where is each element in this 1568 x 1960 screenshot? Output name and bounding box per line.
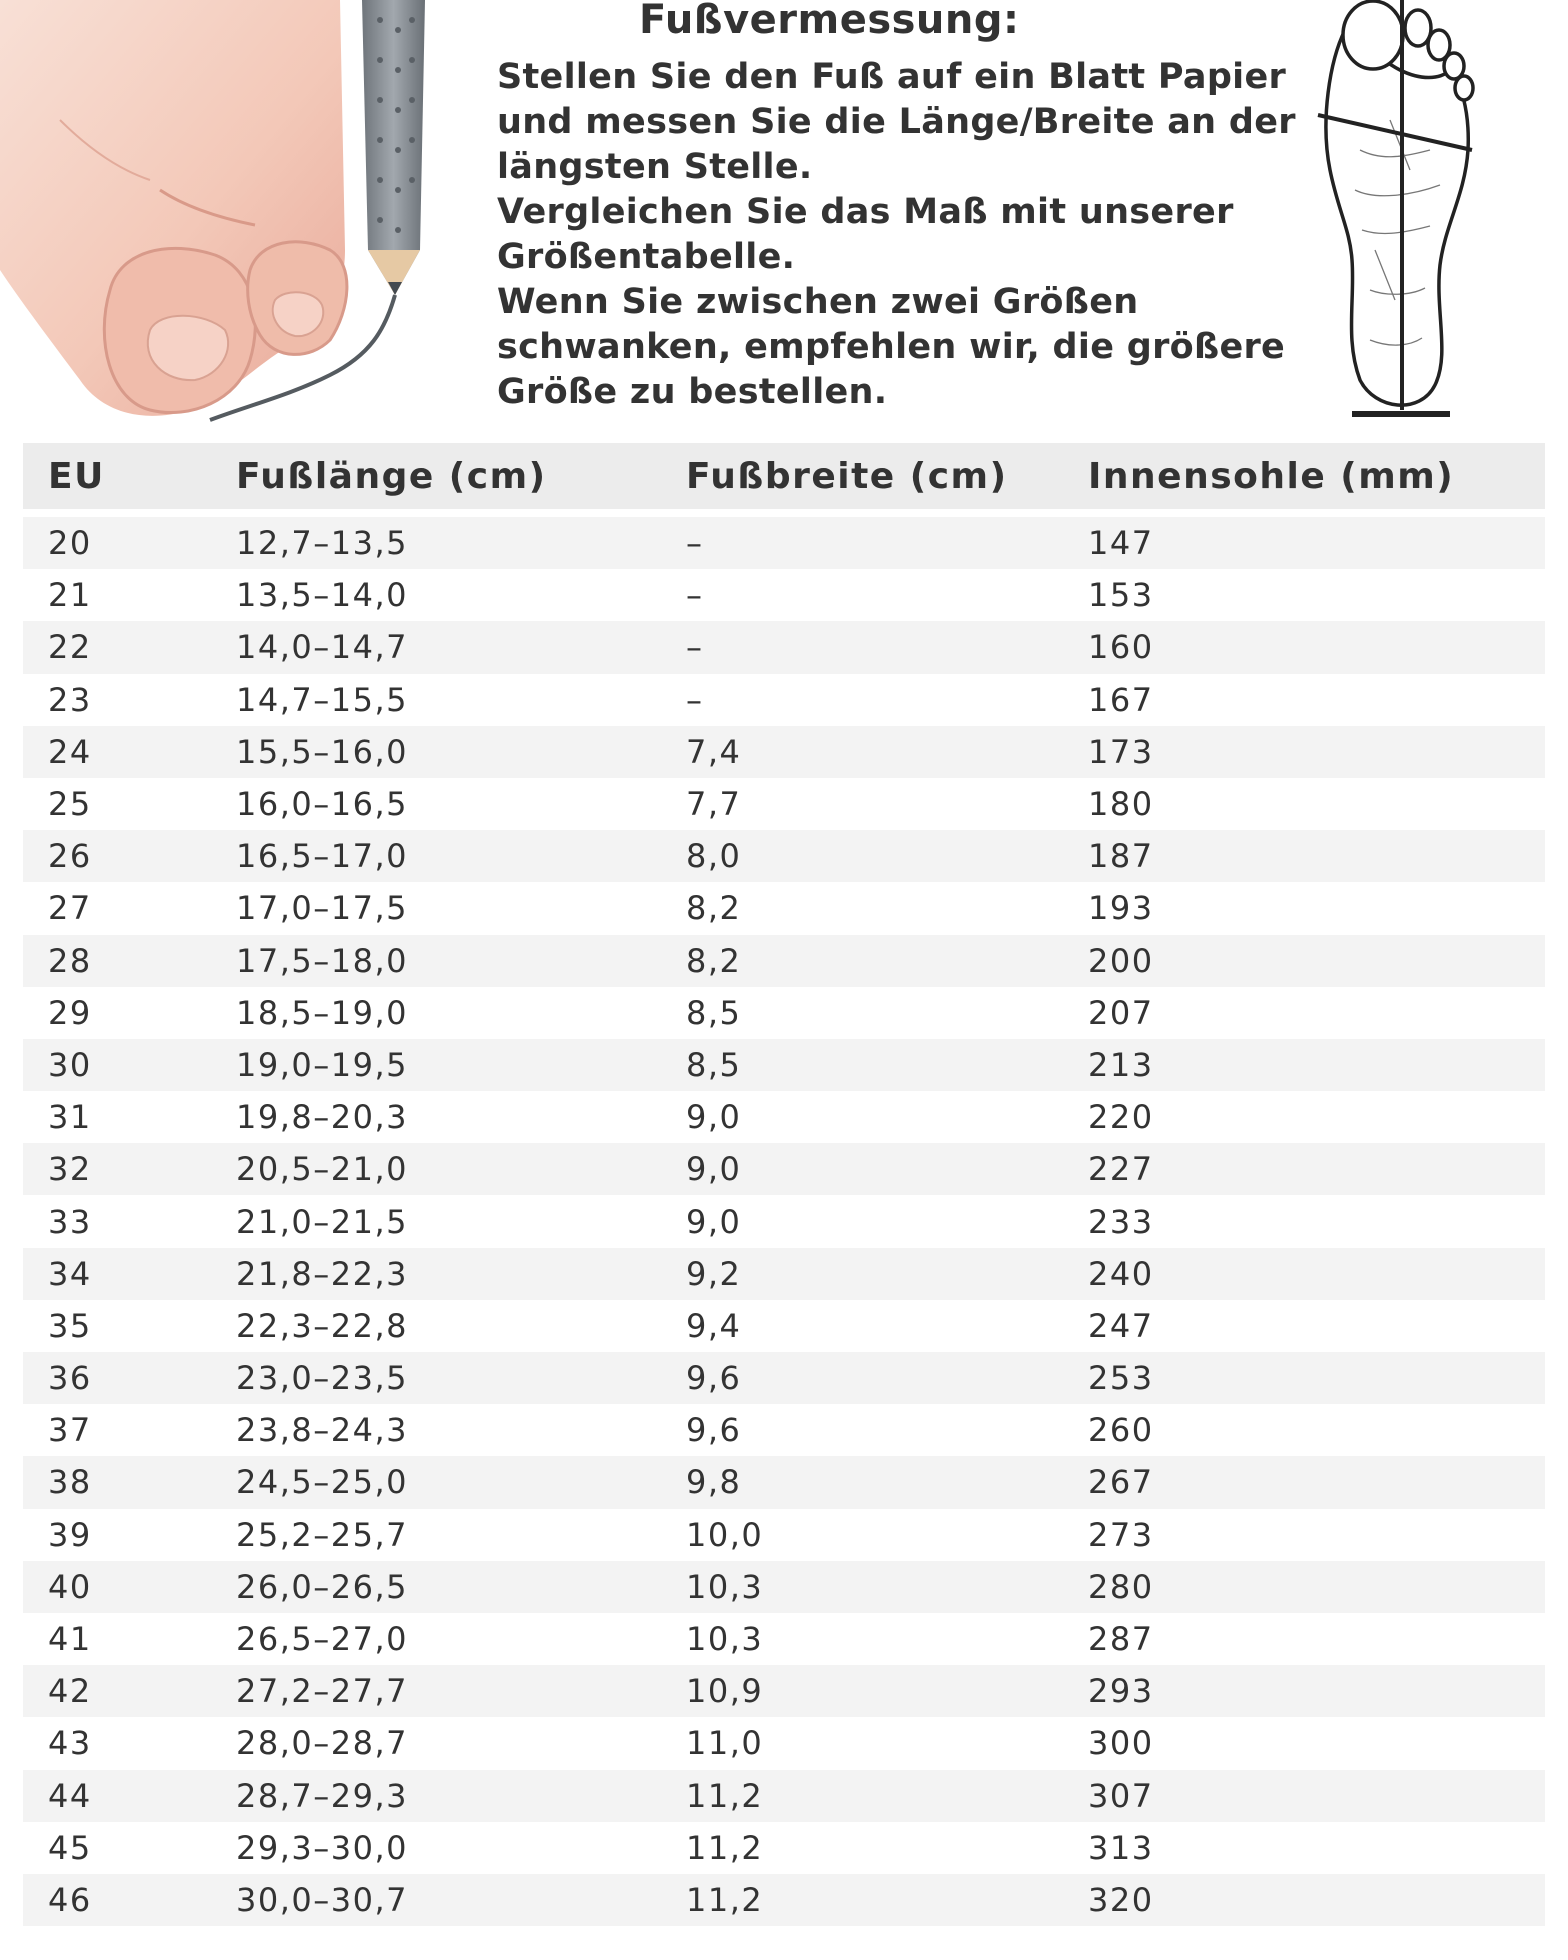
cell-foot-width: 8,2 xyxy=(686,935,1088,987)
cell-eu-size: 32 xyxy=(23,1143,236,1195)
cell-eu-size: 37 xyxy=(23,1404,236,1456)
cell-insole-length: 320 xyxy=(1088,1874,1545,1926)
cell-eu-size: 42 xyxy=(23,1665,236,1717)
cell-foot-length: 15,5–16,0 xyxy=(236,726,686,778)
cell-foot-width: 10,9 xyxy=(686,1665,1088,1717)
column-header-insole: Innensohle (mm) xyxy=(1088,443,1545,509)
cell-eu-size: 31 xyxy=(23,1091,236,1143)
cell-foot-width: 11,0 xyxy=(686,1717,1088,1769)
cell-eu-size: 34 xyxy=(23,1248,236,1300)
cell-foot-length: 27,2–27,7 xyxy=(236,1665,686,1717)
cell-insole-length: 213 xyxy=(1088,1039,1545,1091)
cell-foot-width: – xyxy=(686,621,1088,673)
cell-insole-length: 207 xyxy=(1088,987,1545,1039)
cell-foot-length: 26,0–26,5 xyxy=(236,1561,686,1613)
cell-insole-length: 160 xyxy=(1088,621,1545,673)
cell-foot-width: 8,5 xyxy=(686,987,1088,1039)
instruction-line: und messen Sie die Länge/Breite an der xyxy=(497,102,1296,142)
cell-foot-length: 23,8–24,3 xyxy=(236,1404,686,1456)
cell-foot-width: – xyxy=(686,674,1088,726)
cell-foot-width: 11,2 xyxy=(686,1770,1088,1822)
cell-foot-length: 28,0–28,7 xyxy=(236,1717,686,1769)
cell-insole-length: 200 xyxy=(1088,935,1545,987)
instruction-line: Stellen Sie den Fuß auf ein Blatt Papier xyxy=(497,57,1287,97)
cell-foot-length: 20,5–21,0 xyxy=(236,1143,686,1195)
cell-insole-length: 267 xyxy=(1088,1456,1545,1508)
cell-eu-size: 38 xyxy=(23,1456,236,1508)
table-row xyxy=(23,1300,1545,1352)
cell-foot-length: 16,5–17,0 xyxy=(236,830,686,882)
cell-foot-length: 26,5–27,0 xyxy=(236,1613,686,1665)
column-header-foot-length: Fußlänge (cm) xyxy=(236,443,686,509)
table-row xyxy=(23,1248,1545,1300)
cell-foot-width: 11,2 xyxy=(686,1822,1088,1874)
column-header-eu: EU xyxy=(23,443,236,509)
cell-foot-width: 9,0 xyxy=(686,1091,1088,1143)
cell-insole-length: 193 xyxy=(1088,882,1545,934)
cell-insole-length: 313 xyxy=(1088,1822,1545,1874)
cell-insole-length: 173 xyxy=(1088,726,1545,778)
table-row xyxy=(23,517,1545,569)
cell-foot-width: – xyxy=(686,517,1088,569)
table-spacer xyxy=(23,509,1545,517)
cell-insole-length: 253 xyxy=(1088,1352,1545,1404)
cell-foot-width: 10,3 xyxy=(686,1613,1088,1665)
cell-foot-length: 25,2–25,7 xyxy=(236,1509,686,1561)
instruction-line: schwanken, empfehlen wir, die größere xyxy=(497,327,1286,367)
cell-insole-length: 227 xyxy=(1088,1143,1545,1195)
cell-insole-length: 300 xyxy=(1088,1717,1545,1769)
table-row xyxy=(23,830,1545,882)
toe-measurement-illustration xyxy=(0,0,440,440)
cell-foot-width: 8,2 xyxy=(686,882,1088,934)
instruction-line: längsten Stelle. xyxy=(497,147,813,187)
cell-foot-width: 11,2 xyxy=(686,1874,1088,1926)
cell-insole-length: 220 xyxy=(1088,1091,1545,1143)
cell-insole-length: 273 xyxy=(1088,1509,1545,1561)
cell-insole-length: 307 xyxy=(1088,1770,1545,1822)
cell-foot-width: 9,2 xyxy=(686,1248,1088,1300)
cell-foot-length: 29,3–30,0 xyxy=(236,1822,686,1874)
cell-eu-size: 40 xyxy=(23,1561,236,1613)
cell-eu-size: 23 xyxy=(23,674,236,726)
cell-eu-size: 28 xyxy=(23,935,236,987)
table-row xyxy=(23,935,1545,987)
cell-foot-length: 12,7–13,5 xyxy=(236,517,686,569)
cell-foot-length: 17,5–18,0 xyxy=(236,935,686,987)
table-row xyxy=(23,1613,1545,1665)
table-row xyxy=(23,1091,1545,1143)
table-row xyxy=(23,726,1545,778)
foot-sole-diagram xyxy=(1300,0,1480,425)
table-row xyxy=(23,1456,1545,1508)
cell-insole-length: 280 xyxy=(1088,1561,1545,1613)
cell-foot-length: 23,0–23,5 xyxy=(236,1352,686,1404)
table-row xyxy=(23,1195,1545,1247)
column-header-foot-width: Fußbreite (cm) xyxy=(686,443,1088,509)
instructions-block xyxy=(497,0,1297,415)
cell-foot-width: 9,8 xyxy=(686,1456,1088,1508)
cell-eu-size: 39 xyxy=(23,1509,236,1561)
instruction-line: Größentabelle. xyxy=(497,237,796,277)
cell-eu-size: 41 xyxy=(23,1613,236,1665)
cell-foot-length: 18,5–19,0 xyxy=(236,987,686,1039)
cell-eu-size: 30 xyxy=(23,1039,236,1091)
instruction-line: Wenn Sie zwischen zwei Größen xyxy=(497,282,1139,322)
cell-foot-length: 14,0–14,7 xyxy=(236,621,686,673)
cell-foot-width: 8,5 xyxy=(686,1039,1088,1091)
cell-insole-length: 260 xyxy=(1088,1404,1545,1456)
table-row xyxy=(23,1717,1545,1769)
cell-eu-size: 29 xyxy=(23,987,236,1039)
cell-foot-width: 9,6 xyxy=(686,1352,1088,1404)
table-row xyxy=(23,1874,1545,1926)
cell-eu-size: 25 xyxy=(23,778,236,830)
cell-eu-size: 24 xyxy=(23,726,236,778)
cell-foot-length: 30,0–30,7 xyxy=(236,1874,686,1926)
cell-foot-length: 19,8–20,3 xyxy=(236,1091,686,1143)
cell-foot-width: 10,3 xyxy=(686,1561,1088,1613)
table-row xyxy=(23,569,1545,621)
cell-eu-size: 35 xyxy=(23,1300,236,1352)
cell-insole-length: 180 xyxy=(1088,778,1545,830)
cell-eu-size: 27 xyxy=(23,882,236,934)
cell-eu-size: 20 xyxy=(23,517,236,569)
cell-eu-size: 45 xyxy=(23,1822,236,1874)
instruction-line: Größe zu bestellen. xyxy=(497,372,888,412)
table-header-row xyxy=(23,443,1545,509)
table-row xyxy=(23,778,1545,830)
cell-insole-length: 147 xyxy=(1088,517,1545,569)
table-row xyxy=(23,621,1545,673)
cell-eu-size: 26 xyxy=(23,830,236,882)
table-row xyxy=(23,1143,1545,1195)
cell-foot-length: 21,8–22,3 xyxy=(236,1248,686,1300)
cell-insole-length: 240 xyxy=(1088,1248,1545,1300)
table-row xyxy=(23,1352,1545,1404)
cell-foot-width: 9,0 xyxy=(686,1195,1088,1247)
table-row xyxy=(23,987,1545,1039)
table-row xyxy=(23,1822,1545,1874)
cell-foot-width: 7,4 xyxy=(686,726,1088,778)
cell-foot-width: 10,0 xyxy=(686,1509,1088,1561)
cell-foot-width: 8,0 xyxy=(686,830,1088,882)
cell-eu-size: 22 xyxy=(23,621,236,673)
table-row xyxy=(23,1770,1545,1822)
table-row xyxy=(23,1404,1545,1456)
cell-eu-size: 36 xyxy=(23,1352,236,1404)
cell-eu-size: 44 xyxy=(23,1770,236,1822)
table-row xyxy=(23,882,1545,934)
table-row xyxy=(23,1665,1545,1717)
cell-foot-width: 9,0 xyxy=(686,1143,1088,1195)
cell-foot-length: 19,0–19,5 xyxy=(236,1039,686,1091)
cell-insole-length: 233 xyxy=(1088,1195,1545,1247)
cell-foot-length: 17,0–17,5 xyxy=(236,882,686,934)
cell-eu-size: 43 xyxy=(23,1717,236,1769)
instructions-title: Fußvermessung: xyxy=(639,0,1020,43)
cell-insole-length: 187 xyxy=(1088,830,1545,882)
instructions-text xyxy=(497,55,1297,415)
size-chart-table xyxy=(23,443,1545,1926)
cell-insole-length: 293 xyxy=(1088,1665,1545,1717)
cell-eu-size: 21 xyxy=(23,569,236,621)
cell-foot-length: 14,7–15,5 xyxy=(236,674,686,726)
table-row xyxy=(23,1039,1545,1091)
cell-foot-width: 7,7 xyxy=(686,778,1088,830)
cell-eu-size: 46 xyxy=(23,1874,236,1926)
cell-foot-width: 9,4 xyxy=(686,1300,1088,1352)
cell-foot-length: 24,5–25,0 xyxy=(236,1456,686,1508)
table-row xyxy=(23,1561,1545,1613)
table-row xyxy=(23,674,1545,726)
cell-insole-length: 153 xyxy=(1088,569,1545,621)
table-row xyxy=(23,1509,1545,1561)
cell-insole-length: 247 xyxy=(1088,1300,1545,1352)
cell-foot-width: – xyxy=(686,569,1088,621)
cell-foot-length: 22,3–22,8 xyxy=(236,1300,686,1352)
cell-foot-length: 13,5–14,0 xyxy=(236,569,686,621)
instruction-line: Vergleichen Sie das Maß mit unserer xyxy=(497,192,1234,232)
cell-insole-length: 167 xyxy=(1088,674,1545,726)
cell-foot-length: 16,0–16,5 xyxy=(236,778,686,830)
cell-foot-length: 28,7–29,3 xyxy=(236,1770,686,1822)
cell-insole-length: 287 xyxy=(1088,1613,1545,1665)
cell-foot-width: 9,6 xyxy=(686,1404,1088,1456)
cell-eu-size: 33 xyxy=(23,1195,236,1247)
cell-foot-length: 21,0–21,5 xyxy=(236,1195,686,1247)
